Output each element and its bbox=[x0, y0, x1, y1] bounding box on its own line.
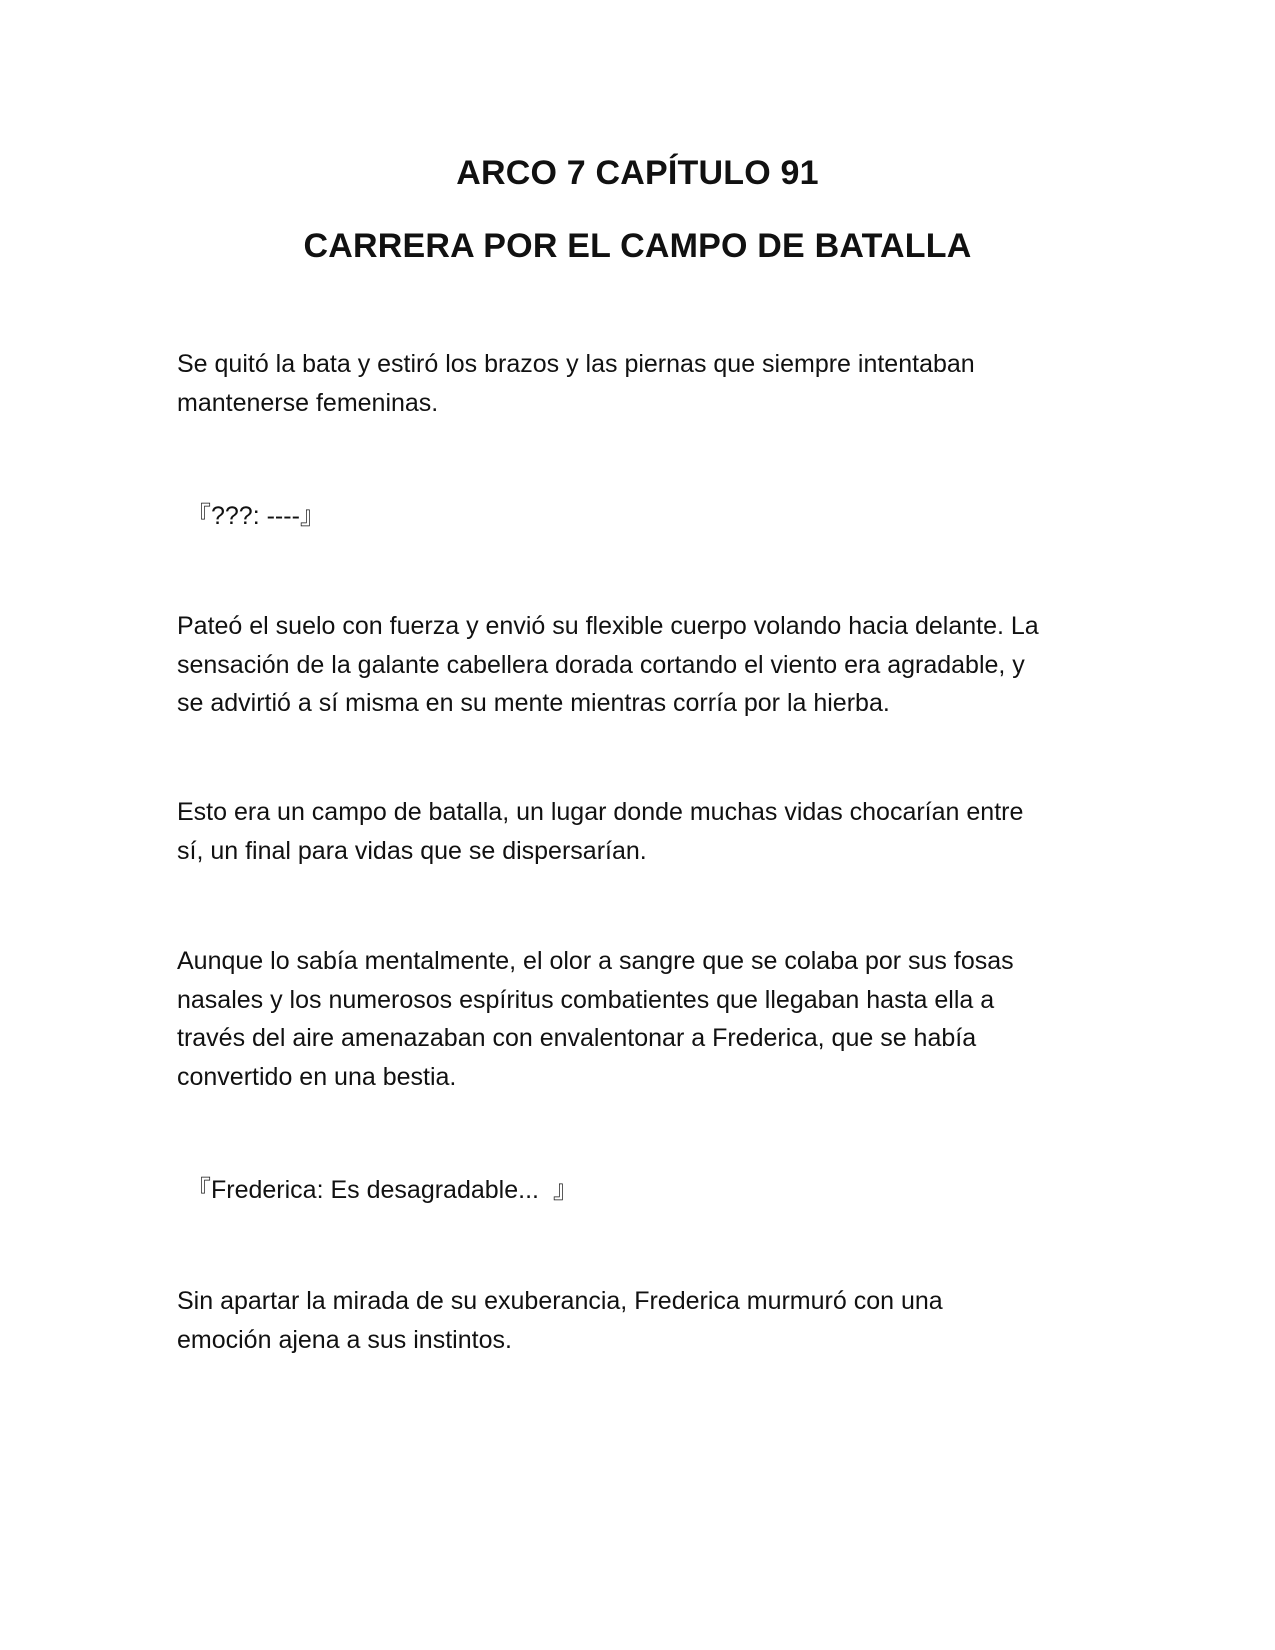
dialogue-frederica: 『Frederica: Es desagradable... 』 bbox=[186, 1176, 578, 1204]
paragraph-line: Aunque lo sabía mentalmente, el olor a sangre que se colaba por sus fosas bbox=[177, 947, 1014, 975]
paragraph-line: Esto era un campo de batalla, un lugar donde muchas vidas chocarían entre bbox=[177, 798, 1024, 826]
paragraph-line: Pateó el suelo con fuerza y envió su flexible cuerpo volando hacia delante. La bbox=[177, 612, 1039, 640]
paragraph-line: convertido en una bestia. bbox=[177, 1062, 457, 1091]
paragraph-line: emoción ajena a sus instintos. bbox=[177, 1325, 512, 1354]
dialogue-unknown-speaker: 『???: ----』 bbox=[186, 502, 325, 530]
paragraph-line: sensación de la galante cabellera dorada cortando el viento era agradable, y bbox=[177, 650, 1025, 679]
paragraph-1 bbox=[177, 345, 1107, 422]
paragraph-line: nasales y los numerosos espíritus combatientes que llegaban hasta ella a bbox=[177, 985, 995, 1014]
paragraph-line: sí, un final para vidas que se dispersarían. bbox=[177, 836, 647, 865]
paragraph-line: se advirtió a sí misma en su mente mientras corría por la hierba. bbox=[177, 689, 890, 717]
paragraph-4 bbox=[177, 942, 1107, 1096]
paragraph-line: mantenerse femeninas. bbox=[177, 388, 439, 417]
paragraph-line: Se quitó la bata y estiró los brazos y las piernas que siempre intentaban bbox=[177, 350, 975, 378]
paragraph-2 bbox=[177, 607, 1107, 723]
paragraph-5 bbox=[177, 1282, 1107, 1359]
paragraph-line: Sin apartar la mirada de su exuberancia, Frederica murmuró con una bbox=[177, 1287, 943, 1315]
paragraph-3 bbox=[177, 793, 1107, 870]
chapter-number-heading: ARCO 7 CAPÍTULO 91 bbox=[456, 154, 819, 192]
chapter-title-heading: CARRERA POR EL CAMPO DE BATALLA bbox=[303, 227, 972, 265]
paragraph-line: través del aire amenazaban con envalentonar a Frederica, que se había bbox=[177, 1024, 977, 1052]
